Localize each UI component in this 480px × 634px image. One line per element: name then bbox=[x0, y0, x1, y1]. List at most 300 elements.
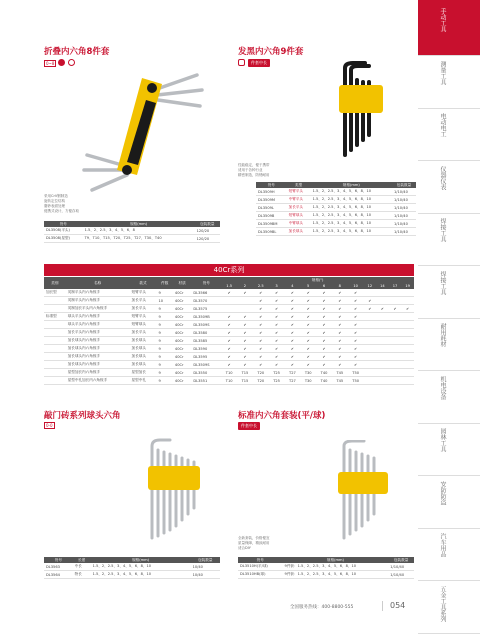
series-spec-table bbox=[44, 277, 414, 385]
cell: 1/10/40 bbox=[392, 212, 416, 220]
cell: ✔ bbox=[332, 321, 348, 329]
cell: 星型中孔 bbox=[130, 377, 157, 385]
cell: 球头平头内六角扳手 bbox=[66, 321, 130, 329]
cell: 1/10/40 bbox=[392, 188, 416, 196]
cell bbox=[376, 377, 389, 385]
cell: 40Cr bbox=[173, 353, 191, 361]
cell: T9、T10、T15、T20、T25、T27、T30、T40 bbox=[83, 235, 195, 243]
cell: T10 bbox=[221, 369, 237, 377]
cell: DL3509S bbox=[191, 321, 221, 329]
cell bbox=[401, 345, 414, 353]
cell: ✔ bbox=[253, 289, 269, 297]
cell bbox=[389, 289, 402, 297]
cell: 1/10/40 bbox=[392, 228, 416, 236]
section-title-folding-hex-8pc: 折叠内六角8件套 bbox=[44, 47, 110, 57]
cell: T25 bbox=[269, 369, 285, 377]
table-row bbox=[44, 353, 414, 361]
cell: 1.5、2、2.5、3、4、5、6、8、10 bbox=[91, 571, 191, 579]
sidebar-item[interactable] bbox=[418, 210, 480, 266]
cell: ✔ bbox=[237, 353, 253, 361]
cell bbox=[376, 361, 389, 369]
cell: ✔ bbox=[316, 313, 332, 321]
cell: 9 bbox=[157, 305, 173, 313]
cell: 9 bbox=[157, 369, 173, 377]
cell: ✔ bbox=[348, 313, 364, 321]
cell bbox=[44, 369, 66, 377]
cell: T40 bbox=[316, 377, 332, 385]
cell: 1/10/40 bbox=[392, 220, 416, 228]
col-header: 件数 bbox=[157, 277, 173, 289]
cell: ✔ bbox=[332, 329, 348, 337]
table-row bbox=[44, 227, 220, 235]
cell bbox=[44, 321, 66, 329]
cell: ✔ bbox=[300, 321, 316, 329]
size-header: 4 bbox=[284, 283, 300, 289]
page-number: 054 bbox=[390, 601, 406, 610]
cell: ✔ bbox=[316, 321, 332, 329]
section-tag: 0~8 bbox=[46, 61, 55, 66]
section-tag: 0-0 bbox=[46, 423, 53, 428]
section-badge: 件套中长 bbox=[248, 59, 270, 67]
star-type-icon bbox=[68, 59, 75, 66]
sidebar-item[interactable] bbox=[418, 420, 480, 476]
cell: 9 bbox=[157, 289, 173, 297]
table-row bbox=[44, 345, 414, 353]
col-header: 包装数量 bbox=[388, 557, 414, 563]
col-header: 类型 bbox=[287, 182, 311, 188]
hex-type-icon bbox=[58, 59, 65, 66]
cell bbox=[376, 297, 389, 305]
cell: 短臂平头 bbox=[287, 188, 311, 196]
cell: ✔ bbox=[221, 321, 237, 329]
cell bbox=[401, 369, 414, 377]
section-title-ball-hex: 敲门砖系列球头六角 bbox=[44, 411, 121, 421]
cell: DL3566 bbox=[191, 289, 221, 297]
note-line: 旋转定位结构 bbox=[44, 199, 65, 203]
cell: 加长球头 bbox=[130, 361, 157, 369]
cell: 1/10/40 bbox=[392, 204, 416, 212]
cell bbox=[389, 353, 402, 361]
sidebar-item[interactable] bbox=[418, 53, 480, 109]
cell: ✔ bbox=[332, 305, 348, 313]
cell: 短臂球头 bbox=[287, 212, 311, 220]
sidebar-item-label: 安防防盗 bbox=[439, 480, 446, 505]
cell bbox=[364, 361, 377, 369]
table-row bbox=[256, 228, 416, 236]
col-header: 货号 bbox=[191, 277, 221, 289]
sidebar-item[interactable] bbox=[418, 158, 480, 214]
cell: T20 bbox=[253, 377, 269, 385]
cell: 短臂平头 bbox=[130, 313, 157, 321]
s2-spec-table bbox=[256, 182, 416, 236]
cell: 9 bbox=[157, 337, 173, 345]
cell: DL3510H(平/球) bbox=[238, 563, 283, 571]
table-row bbox=[238, 571, 414, 579]
cell: ✔ bbox=[284, 329, 300, 337]
folding-hex-key-image bbox=[82, 70, 212, 200]
cell: ✔ bbox=[316, 361, 332, 369]
cell: ✔ bbox=[269, 289, 285, 297]
cell: T45 bbox=[332, 369, 348, 377]
cell: ✔ bbox=[269, 337, 285, 345]
cell: 1.5、2、2.5、3、4、5、6、8 bbox=[83, 227, 195, 235]
cell: 9 bbox=[157, 361, 173, 369]
cell: 加长型 bbox=[44, 289, 66, 297]
cell: ✔ bbox=[284, 289, 300, 297]
cell: ✔ bbox=[269, 361, 285, 369]
cell bbox=[364, 353, 377, 361]
cell: 加长平头 bbox=[130, 329, 157, 337]
cell: 40Cr bbox=[173, 369, 191, 377]
sidebar-item[interactable] bbox=[418, 578, 480, 634]
cell: ✔ bbox=[284, 305, 300, 313]
size-header: 10 bbox=[348, 283, 364, 289]
banner-title: 40Cr系列 bbox=[213, 266, 245, 274]
cell: 加长球头内六角扳手 bbox=[66, 361, 130, 369]
cell: 中臂球头 bbox=[287, 220, 311, 228]
cell bbox=[376, 337, 389, 345]
cell bbox=[401, 377, 414, 385]
cell: ✔ bbox=[253, 353, 269, 361]
col-header: 货号 bbox=[238, 557, 283, 563]
section-title-black-hex-9pc: 发黑内六角9件套 bbox=[238, 47, 304, 57]
cell: 1.5、2、2.5、3、4、5、6、8、10 bbox=[311, 204, 392, 212]
cell: 40Cr bbox=[173, 345, 191, 353]
cell: DL3508(平头) bbox=[44, 227, 83, 235]
sidebar-item-label: 焊接工具 bbox=[439, 218, 446, 242]
cell bbox=[44, 305, 66, 313]
sidebar-item-label: 仪器仪表 bbox=[439, 165, 446, 190]
cell: 加长球头 bbox=[130, 345, 157, 353]
sidebar-item-label: 汽车用品 bbox=[439, 533, 446, 557]
cell: 标准型 bbox=[44, 313, 66, 321]
cell: ✔ bbox=[269, 353, 285, 361]
cell: 10 bbox=[157, 297, 173, 305]
s1-spec-table bbox=[44, 221, 220, 243]
cell: 9件套：1.5、2、2.5、3、4、5、6、8、10 bbox=[283, 571, 389, 579]
sidebar-item[interactable] bbox=[418, 0, 480, 56]
sidebar-item-label: 五金工具系列 bbox=[439, 585, 446, 622]
cell: 星型中孔加长内六角扳手 bbox=[66, 377, 130, 385]
cell: DL3509BM bbox=[256, 220, 287, 228]
cell: DL3580 bbox=[191, 329, 221, 337]
cell: ✔ bbox=[269, 321, 285, 329]
cell: DL3509M bbox=[256, 196, 287, 204]
cell: ✔ bbox=[316, 337, 332, 345]
cell: ✔ bbox=[348, 329, 364, 337]
cell bbox=[44, 297, 66, 305]
black-hex-set-image bbox=[325, 60, 395, 160]
sidebar-item[interactable] bbox=[418, 473, 480, 529]
sidebar-item[interactable] bbox=[418, 263, 480, 319]
cell: T15 bbox=[237, 369, 253, 377]
cell: ✔ bbox=[221, 313, 237, 321]
cell bbox=[221, 297, 237, 305]
cell: ✔ bbox=[237, 361, 253, 369]
cell bbox=[364, 337, 377, 345]
cell: 加长球头 bbox=[287, 228, 311, 236]
cell: ✔ bbox=[237, 321, 253, 329]
size-header: 1.5 bbox=[221, 283, 237, 289]
cell: ✔ bbox=[316, 329, 332, 337]
note-line: 磨砂表面处理 bbox=[44, 204, 65, 208]
cell: ✔ bbox=[269, 345, 285, 353]
cell: ✔ bbox=[237, 289, 253, 297]
cell: DL3570 bbox=[191, 297, 221, 305]
size-header: 2 bbox=[237, 283, 253, 289]
s4-spec-table bbox=[238, 557, 414, 579]
note-line: 性能稳定，便于携带 bbox=[238, 163, 270, 167]
cell: 短臂平头 bbox=[130, 289, 157, 297]
cell: T30 bbox=[300, 369, 316, 377]
cell: DL3564 bbox=[44, 571, 73, 579]
cell: ✔ bbox=[284, 353, 300, 361]
cell: 40Cr bbox=[173, 305, 191, 313]
cell: ✔ bbox=[253, 361, 269, 369]
cell: ✔ bbox=[316, 289, 332, 297]
cell: 球头平头内六角扳手 bbox=[66, 313, 130, 321]
category-sidebar bbox=[418, 0, 480, 633]
cell: DL3510HB(球) bbox=[238, 571, 283, 579]
cell: ✔ bbox=[332, 313, 348, 321]
cell: 40Cr bbox=[173, 329, 191, 337]
size-header: 6 bbox=[316, 283, 332, 289]
sidebar-item-label: 焊接工具 bbox=[439, 270, 446, 295]
cell: 120/20 bbox=[195, 227, 220, 235]
sidebar-item-label: 电动电工 bbox=[439, 113, 446, 137]
cell: ✔ bbox=[237, 329, 253, 337]
cell: ✔ bbox=[348, 297, 364, 305]
table-row bbox=[256, 204, 416, 212]
sidebar-item[interactable] bbox=[418, 525, 480, 581]
cell: 1.5、2、2.5、3、4、5、6、8、10 bbox=[311, 228, 392, 236]
col-header: 规格(mm) bbox=[311, 182, 392, 188]
cell: DL3595 bbox=[191, 353, 221, 361]
cell: ✔ bbox=[269, 305, 285, 313]
cell: T27 bbox=[284, 377, 300, 385]
cell: 9 bbox=[157, 329, 173, 337]
table-row bbox=[256, 188, 416, 196]
cell: ✔ bbox=[253, 321, 269, 329]
cell: T27 bbox=[284, 369, 300, 377]
cell: ✔ bbox=[284, 337, 300, 345]
sidebar-item[interactable] bbox=[418, 105, 480, 161]
cell: ✔ bbox=[300, 297, 316, 305]
cell: ✔ bbox=[300, 361, 316, 369]
cell: 9 bbox=[157, 353, 173, 361]
cell: ✔ bbox=[332, 353, 348, 361]
cell: ✔ bbox=[316, 345, 332, 353]
note-line: 适合DIY bbox=[238, 546, 251, 550]
cell: ✔ bbox=[253, 313, 269, 321]
sidebar-item[interactable] bbox=[418, 315, 480, 371]
col-header: 包装数量 bbox=[191, 557, 220, 563]
table-row bbox=[44, 361, 414, 369]
cell bbox=[401, 297, 414, 305]
cell: ✔ bbox=[300, 353, 316, 361]
table-row bbox=[44, 235, 220, 243]
table-row bbox=[256, 196, 416, 204]
cell bbox=[389, 321, 402, 329]
cell: ✔ bbox=[221, 329, 237, 337]
s1-notes bbox=[44, 194, 124, 214]
cell: T25 bbox=[269, 377, 285, 385]
col-header: 规格(mm) bbox=[91, 557, 191, 563]
cell: 特长 bbox=[73, 571, 91, 579]
cell: ✔ bbox=[237, 345, 253, 353]
cell bbox=[401, 337, 414, 345]
note-line: 精密制造，防锈耐用 bbox=[238, 173, 270, 177]
cell: 加长球头内六角扳手 bbox=[66, 337, 130, 345]
note-line: 质量保障，精致耐用 bbox=[238, 541, 270, 545]
cell bbox=[44, 329, 66, 337]
cell bbox=[389, 361, 402, 369]
cell: T50 bbox=[348, 377, 364, 385]
col-header: 货号 bbox=[44, 221, 83, 227]
cell: ✔ bbox=[348, 305, 364, 313]
cell: ✔ bbox=[284, 321, 300, 329]
cell: ✔ bbox=[376, 305, 389, 313]
cell: 加长球头 bbox=[130, 353, 157, 361]
footer-divider bbox=[382, 601, 383, 611]
cell: DL3508(星型) bbox=[44, 235, 83, 243]
cell: T15 bbox=[237, 377, 253, 385]
cell: ✔ bbox=[284, 313, 300, 321]
size-header: 8 bbox=[332, 283, 348, 289]
magnet-icon bbox=[238, 59, 245, 66]
cell bbox=[401, 329, 414, 337]
cell: 加长平头 bbox=[130, 305, 157, 313]
size-header: 3 bbox=[269, 283, 285, 289]
col-header: 货号 bbox=[256, 182, 287, 188]
cell: 英制平头内六角扳手 bbox=[66, 289, 130, 297]
cell bbox=[364, 377, 377, 385]
note-line: 便携式设计，方便存取 bbox=[44, 209, 79, 213]
cell: ✔ bbox=[300, 345, 316, 353]
cell: 1/10/40 bbox=[392, 196, 416, 204]
cell bbox=[389, 313, 402, 321]
table-row bbox=[44, 313, 414, 321]
cell: 40Cr bbox=[173, 297, 191, 305]
cell: ✔ bbox=[389, 305, 402, 313]
sidebar-item[interactable] bbox=[418, 368, 480, 424]
cell: T50 bbox=[348, 369, 364, 377]
cell: 9 bbox=[157, 321, 173, 329]
section-badge: 件套中长 bbox=[238, 422, 260, 430]
size-header: 12 bbox=[364, 283, 377, 289]
col-header: 货号 bbox=[44, 557, 73, 563]
cell: DL3509S bbox=[191, 361, 221, 369]
cell: ✔ bbox=[332, 289, 348, 297]
table-row bbox=[44, 571, 220, 579]
table-row bbox=[44, 369, 414, 377]
col-header-spec: 规格(") bbox=[221, 277, 414, 283]
cell bbox=[389, 369, 402, 377]
cell: ✔ bbox=[237, 313, 253, 321]
cell: ✔ bbox=[300, 313, 316, 321]
cell: ✔ bbox=[332, 297, 348, 305]
cell: ✔ bbox=[269, 297, 285, 305]
standard-hex-set-image bbox=[330, 440, 400, 540]
s2-notes bbox=[238, 163, 270, 178]
cell bbox=[389, 337, 402, 345]
size-header: 5 bbox=[300, 283, 316, 289]
cell: 9件套：1.5、2、2.5、3、4、5、6、8、10 bbox=[283, 563, 389, 571]
col-header: 类别 bbox=[44, 277, 66, 289]
cell: DL3509H bbox=[256, 188, 287, 196]
sidebar-item-label: 园林工具 bbox=[439, 428, 446, 452]
cell: ✔ bbox=[364, 297, 377, 305]
cell: 9 bbox=[157, 377, 173, 385]
cell: 短臂球头 bbox=[130, 321, 157, 329]
cell: ✔ bbox=[364, 305, 377, 313]
cell bbox=[44, 361, 66, 369]
cell: 加长平头 bbox=[130, 297, 157, 305]
sidebar-item-label: 机电设备 bbox=[439, 375, 446, 400]
cell bbox=[376, 321, 389, 329]
table-row bbox=[44, 329, 414, 337]
cell: 加长球头 bbox=[130, 337, 157, 345]
cell: 加长球头内六角扳手 bbox=[66, 353, 130, 361]
note-line: 适用于各种行业 bbox=[238, 168, 263, 172]
table-row bbox=[44, 321, 414, 329]
cell: 40Cr bbox=[173, 313, 191, 321]
cell bbox=[44, 345, 66, 353]
note-line: 采用CrV钢制造 bbox=[44, 194, 68, 198]
size-header: 2.5 bbox=[253, 283, 269, 289]
cell: DL3590 bbox=[191, 345, 221, 353]
cell: DL3563 bbox=[44, 563, 73, 571]
cell bbox=[364, 329, 377, 337]
cell: ✔ bbox=[401, 305, 414, 313]
cell: DL3509BL bbox=[256, 228, 287, 236]
cell: 40Cr bbox=[173, 289, 191, 297]
cell: 120/20 bbox=[195, 235, 220, 243]
cell: 9 bbox=[157, 313, 173, 321]
cell: ✔ bbox=[348, 361, 364, 369]
cell: ✔ bbox=[316, 305, 332, 313]
cell: ✔ bbox=[253, 345, 269, 353]
cell: ✔ bbox=[348, 337, 364, 345]
table-row bbox=[256, 212, 416, 220]
cell: ✔ bbox=[253, 329, 269, 337]
cell: ✔ bbox=[332, 361, 348, 369]
cell bbox=[389, 345, 402, 353]
cell bbox=[376, 289, 389, 297]
cell bbox=[389, 297, 402, 305]
cell: 加长平头 bbox=[287, 204, 311, 212]
cell bbox=[376, 353, 389, 361]
cell: 加长平头内六角扳手 bbox=[66, 329, 130, 337]
cell: ✔ bbox=[221, 353, 237, 361]
cell: T10 bbox=[221, 377, 237, 385]
col-header: 款式 bbox=[130, 277, 157, 289]
series-banner bbox=[44, 264, 414, 276]
cell: DL3575 bbox=[191, 305, 221, 313]
table-row bbox=[256, 220, 416, 228]
cell: ✔ bbox=[300, 337, 316, 345]
cell: ✔ bbox=[269, 329, 285, 337]
cell: 40Cr bbox=[173, 361, 191, 369]
table-row bbox=[238, 563, 414, 571]
cell: ✔ bbox=[221, 361, 237, 369]
cell: 40Cr bbox=[173, 377, 191, 385]
cell: ✔ bbox=[253, 297, 269, 305]
cell: 10/40 bbox=[191, 563, 220, 571]
cell: ✔ bbox=[221, 345, 237, 353]
cell: 10/40 bbox=[191, 571, 220, 579]
cell: T30 bbox=[300, 377, 316, 385]
